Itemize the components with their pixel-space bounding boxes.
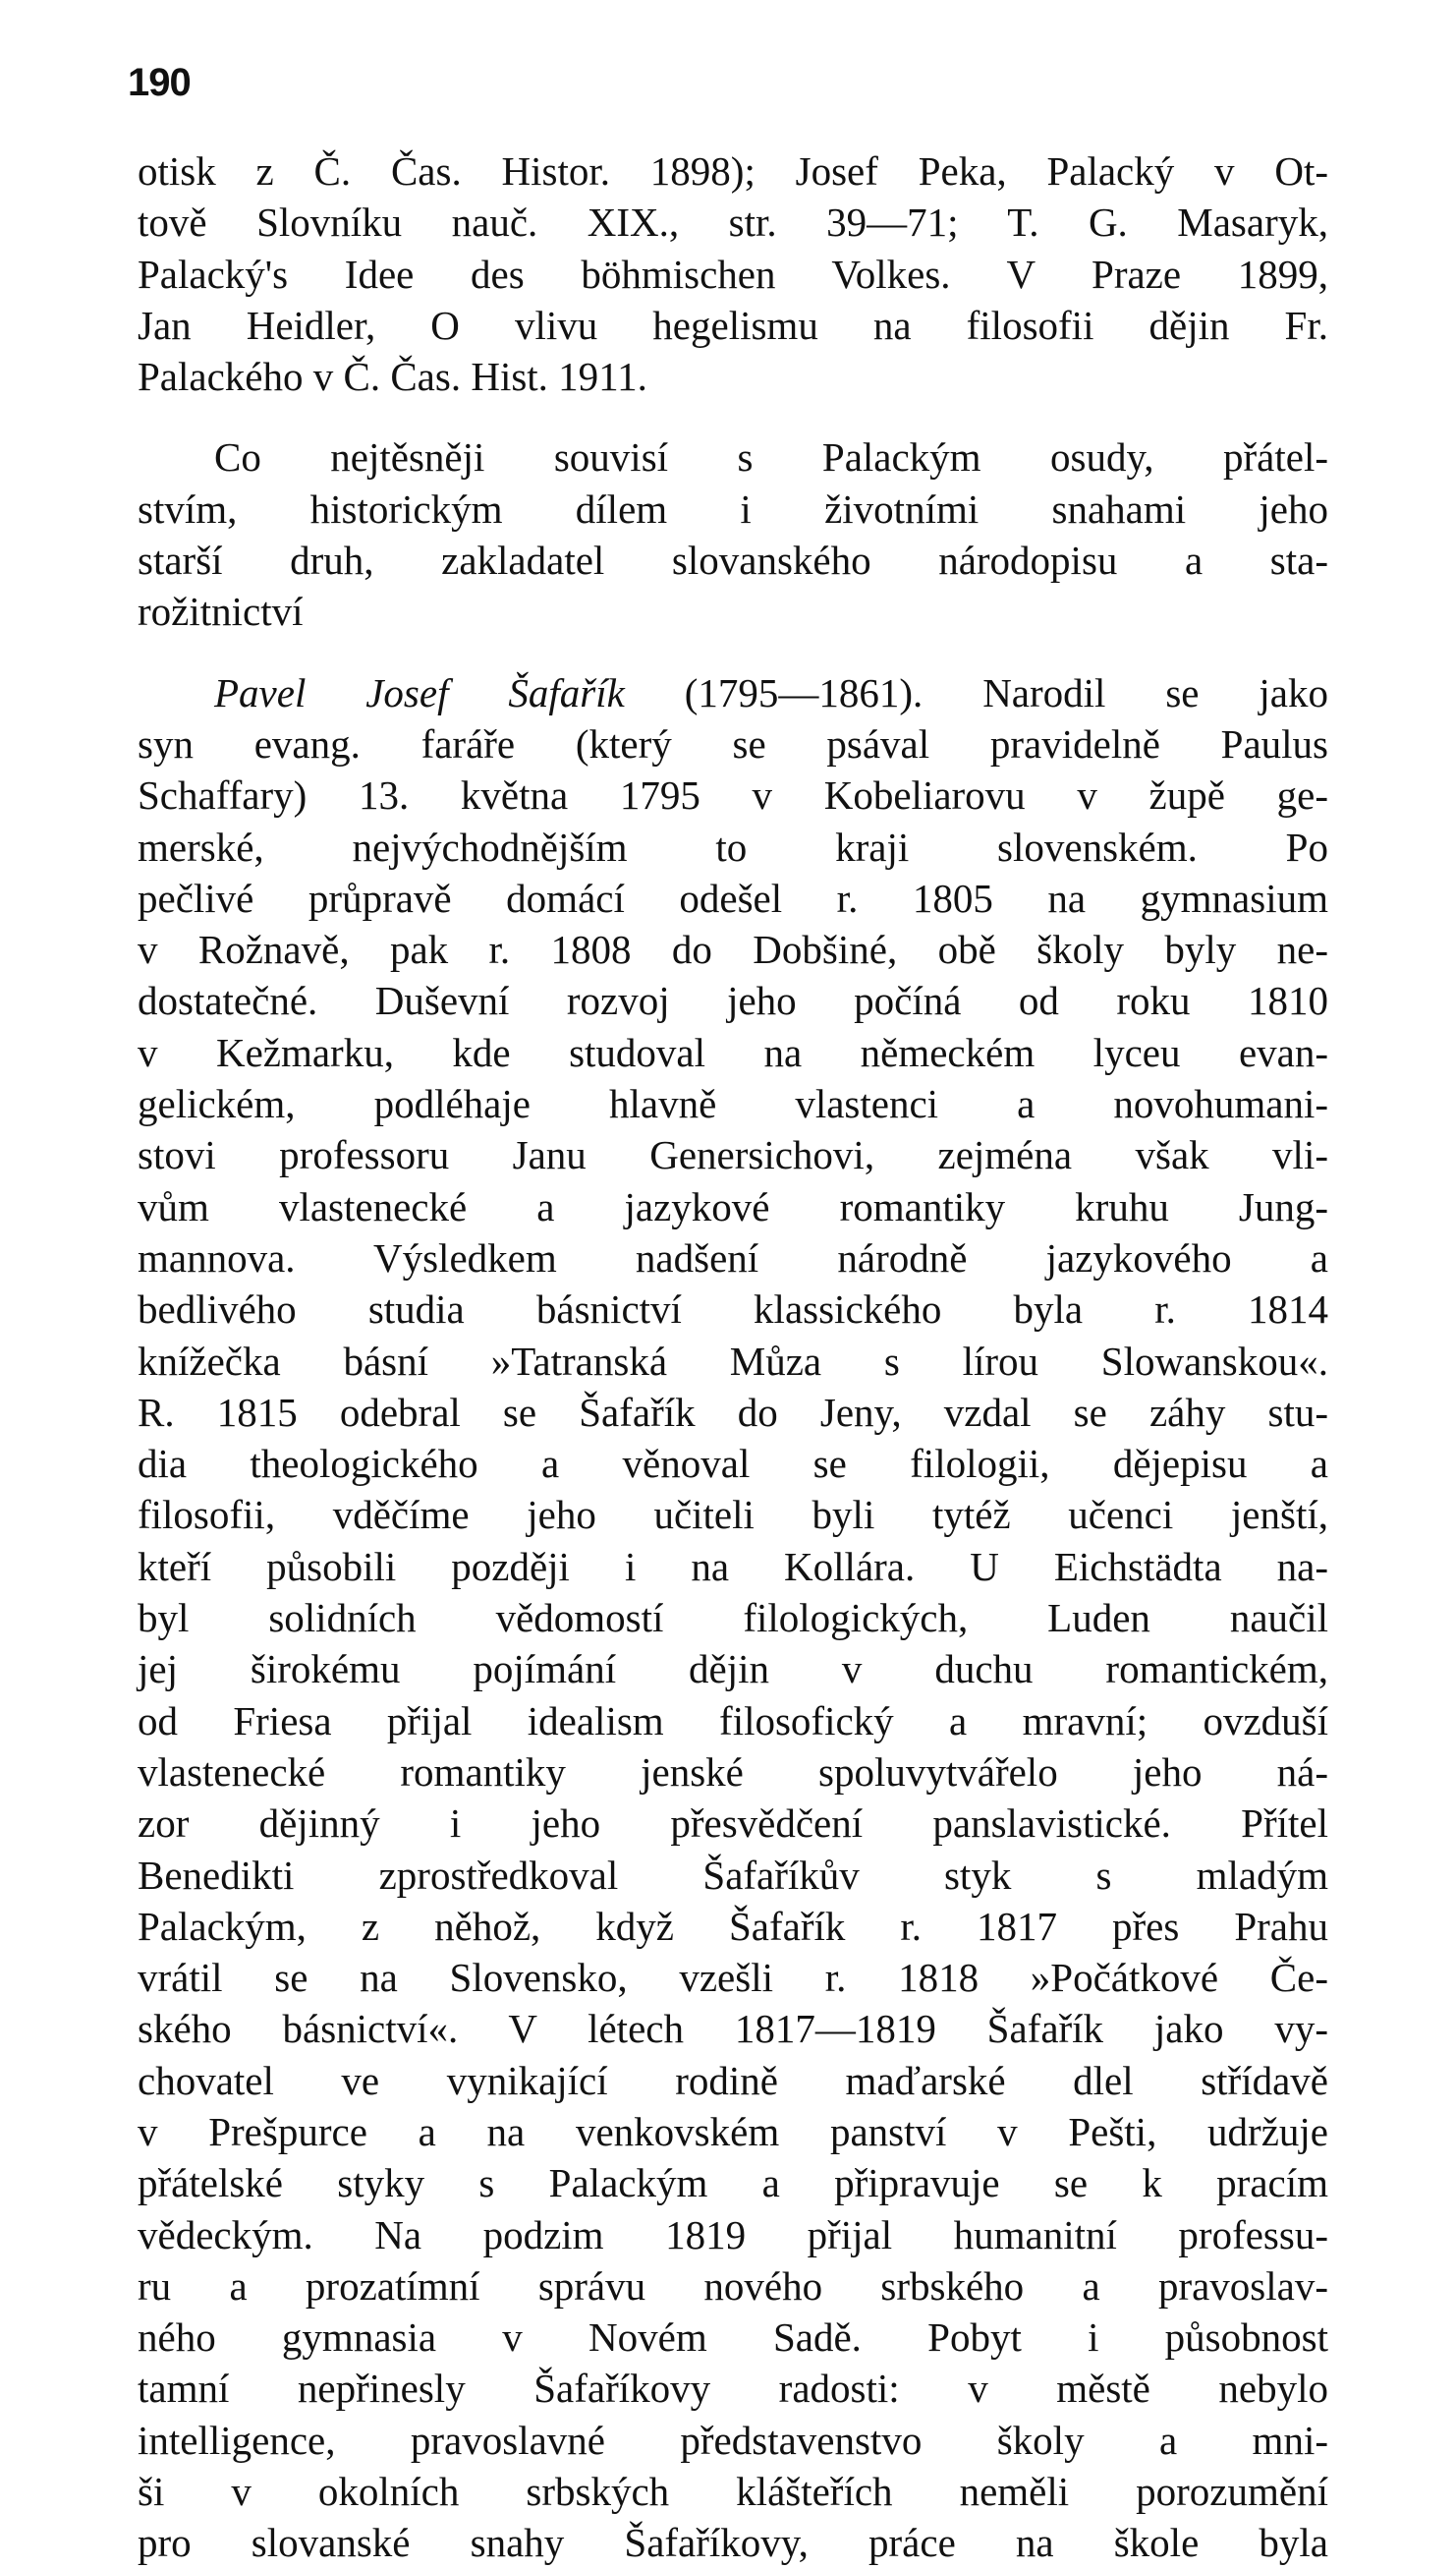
- text-line: otisk z Č. Čas. Histor. 1898); Josef Peka, Palacký v Ot-: [138, 148, 1328, 194]
- paragraph-gap: [138, 402, 1328, 431]
- text-line: knížečka básní »Tatranská Můza s lírou Slowanskou«.: [138, 1338, 1328, 1384]
- paragraph-intro: [138, 431, 1328, 637]
- text-line: chovatel ve vynikající rodině maďarské dlel střídavě: [138, 2057, 1328, 2103]
- text-line: stvím, historickým dílem i životními snahami jeho: [138, 485, 1328, 532]
- text-line: intelligence, pravoslavné představenstvo školy a mni-: [138, 2417, 1328, 2463]
- text-line: byl solidních vědomostí filologických, Luden naučil: [138, 1595, 1328, 1641]
- text-line: syn evang. faráře (který se psával pravidelně Paulus: [138, 720, 1328, 767]
- text-line: [138, 667, 1328, 718]
- text-line: kteří působili později i na Kollára. U Eichstädta na-: [138, 1543, 1328, 1589]
- text-line: Benedikti zprostředkoval Šafaříkův styk s mladým: [138, 1852, 1328, 1898]
- text-line: Palackým, z něhož, když Šafařík r. 1817 přes Prahu: [138, 1903, 1328, 1949]
- body-text: [138, 145, 1328, 2569]
- text-line: jej širokému pojímání dějin v duchu romantickém,: [138, 1646, 1328, 1692]
- paragraph-bibliography: [138, 145, 1328, 402]
- text-line: mannova. Výsledkem nadšení národně jazykového a: [138, 1234, 1328, 1281]
- text-line: vědeckým. Na podzim 1819 přijal humanitní professu-: [138, 2211, 1328, 2257]
- text-line: dostatečné. Duševní rozvoj jeho počíná od roku 1810: [138, 978, 1328, 1024]
- page-number: 190: [128, 61, 191, 104]
- text-line: přátelské styky s Palackým a připravuje se k pracím: [138, 2160, 1328, 2206]
- text-line: Schaffary) 13. května 1795 v Kobeliarovu v župě ge-: [138, 772, 1328, 819]
- paragraph-gap: [138, 638, 1328, 667]
- text-line: v Kežmarku, kde studoval na německém lyceu evan-: [138, 1029, 1328, 1075]
- text-line: v Rožnavě, pak r. 1808 do Dobšiné, obě školy byly ne-: [138, 927, 1328, 973]
- text-run: (1795—1861). Narodil se jako: [624, 669, 1328, 715]
- text-line: rožitnictví: [138, 589, 304, 635]
- text-line: R. 1815 odebral se Šafařík do Jeny, vzdal se záhy stu-: [138, 1389, 1328, 1435]
- text-line: ného gymnasia v Novém Sadě. Pobyt i působnost: [138, 2314, 1328, 2361]
- text-line: gelickém, podléhaje hlavně vlastenci a novohumani-: [138, 1081, 1328, 1127]
- text-line: bedlivého studia básnictví klassického byla r. 1814: [138, 1286, 1328, 1333]
- text-line: Palackého v Č. Čas. Hist. 1911.: [138, 354, 647, 400]
- text-line: Jan Heidler, O vlivu hegelismu na filosofii dějin Fr.: [138, 302, 1328, 348]
- text-line: ského básnictví«. V létech 1817—1819 Šafařík jako vy-: [138, 2006, 1328, 2052]
- text-line: pečlivé průpravě domácí odešel r. 1805 na gymnasium: [138, 875, 1328, 921]
- text-line: ši v okolních srbských klášteřích neměli porozumění: [138, 2469, 1328, 2515]
- text-line: od Friesa přijal idealism filosofický a mravní; ovzduší: [138, 1697, 1328, 1743]
- text-line: starší druh, zakladatel slovanského národopisu a sta-: [138, 538, 1328, 584]
- text-line: stovi professoru Janu Genersichovi, zejména však vli-: [138, 1132, 1328, 1178]
- text-line: Co nejtěsněji souvisí s Palackým osudy, přátel-: [214, 434, 1328, 481]
- text-line: tově Slovníku nauč. XIX., str. 39—71; T. G. Masaryk,: [138, 200, 1328, 246]
- text-line: vrátil se na Slovensko, vzešli r. 1818 »Počátkové Če-: [138, 1955, 1328, 2001]
- text-line: Palacký's Idee des böhmischen Volkes. V Praze 1899,: [138, 251, 1328, 297]
- text-line: ru a prozatímní správu nového srbského a pravoslav-: [138, 2262, 1328, 2309]
- text-line: filosofii, vděčíme jeho učiteli byli tytéž učenci jenští,: [138, 1492, 1328, 1538]
- text-line: merské, nejvýchodnějším to kraji slovenském. Po: [138, 824, 1328, 870]
- text-line: vlastenecké romantiky jenské spoluvytvářelo jeho ná-: [138, 1748, 1328, 1795]
- text-line: zor dějinný i jeho přesvědčení panslavistické. Přítel: [138, 1800, 1328, 1847]
- text-line: dia theologického a věnoval se filologii, dějepisu a: [138, 1441, 1328, 1487]
- text-line: pro slovanské snahy Šafaříkovy, práce na škole byla: [138, 2520, 1328, 2566]
- paragraph-lines: [138, 718, 1328, 2569]
- text-line: tamní nepřinesly Šafaříkovy radosti: v městě nebylo: [138, 2366, 1328, 2412]
- text-line: v Prešpurce a na venkovském panství v Pešti, udržuje: [138, 2108, 1328, 2154]
- person-name: Pavel Josef Šafařík: [214, 669, 625, 715]
- text-line: vům vlastenecké a jazykové romantiky kruhu Jung-: [138, 1183, 1328, 1229]
- paragraph-safarik: [138, 667, 1328, 2569]
